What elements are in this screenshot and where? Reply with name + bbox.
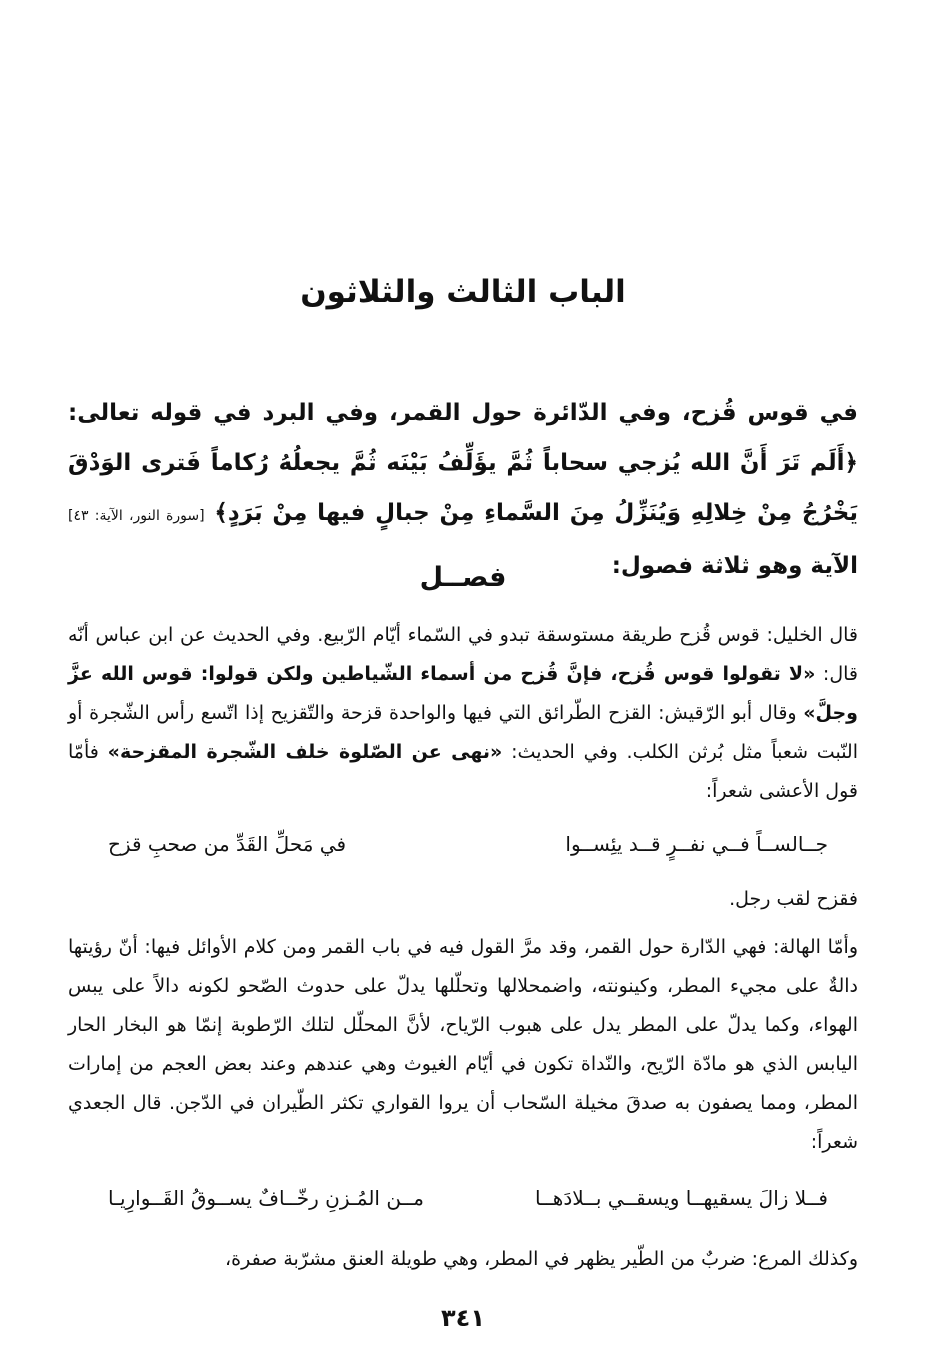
book-page	[68, 0, 858, 1359]
verse-2-second-hemistich: مــن المُـزنِ رخّــافٌ يســوقُ القَــوارِيـا	[108, 1186, 424, 1210]
intro-end-text: الآية وهو ثلاثة فصول:	[611, 553, 858, 579]
paragraph-1-part-1: قال الخليل: قوس قُزح طريقة مستوسقة تبدو في السّماء أيّام الرّبيع. وفي الحديث عن ابن عباس أنّه قال:	[68, 624, 858, 685]
hadith-quote-2: «نهى عن الصّلوة خلف الشّجرة المقزحة»	[107, 741, 503, 763]
page-number: ٣٤١	[441, 1304, 485, 1332]
paragraph-1-part-3: فأمّا قول الأعشى شعراً:	[68, 741, 858, 802]
hadith-quote-1: «لا تقولوا قوس قُزح، فإنَّ قُزح من أسماء الشّياطين ولكن قولوا: قوس الله عزَّ وجلَّ»	[68, 663, 858, 724]
verse-1-first-hemistich: جــالســاً فــي نفــرٍ قــد يئِســوا	[565, 832, 828, 856]
poem-verse-1	[108, 828, 828, 860]
paragraph-2: وأمّا الهالة: فهي الدّارة حول القمر، وقد مرَّ القول فيه في باب القمر ومن كلام الأوائل فيها: أنّ رؤيتها دالةٌ على مجيء المطر، وكينونته، واضمحلالها وتحلّلها يدلّ على حدوث الصّحو لكونه دالاً على يبس الهواء، وكما يدلّ على المطر يدل على هبوب الرّياح، لأنَّ المحلّل لتلك الرّطوبة إنمّا هو البخار الحار اليابس الذي هو مادّة الرّيح، والنّداة تكون في أيّام الغيوث وهي عندهم وعند بعض العجم من إمارات المطر، ومما يصفون به صدقَ مخيلة السّحاب أن يروا القواري تكثر الطّيران في الدّجن. قال الجعدي شعراً:	[68, 936, 858, 1153]
paragraph-1-part-2: وقال أبو الرّقيش: القزح الطّرائق التي فيها والواحدة قزحة والتّقزيح إذا اتّسع رأس الشّجرة أو النّبت شعباً مثل بُرثن الكلب. وفي الحديث:	[68, 702, 858, 763]
paragraph-3: وكذلك المرع: ضربٌ من الطّير يظهر في المطر، وهي طويلة العنق مشرّبة صفرة،	[225, 1248, 858, 1270]
verse-2-first-hemistich: فــلا زالَ يسقيهــا ويسقــي بــلادَهــا	[534, 1186, 828, 1210]
verse-1-second-hemistich: في مَحلِّ القَدِّ من صحبِ قزح	[108, 832, 347, 856]
quran-reference: [سورة النور، الآية: ٤٣]	[68, 508, 205, 524]
poem-verse-2	[108, 1182, 828, 1214]
paragraph-1	[68, 616, 858, 811]
section-title: فصــل	[419, 562, 507, 593]
chapter-title: الباب الثالث والثلاثون	[300, 274, 626, 310]
intro-main-text: في قوس قُزح، وفي الدّائرة حول القمر، وفي البرد في قوله تعالى: ﴿أَلَم تَرَ أَنَّ الله يُزجي سحاباً ثُمَّ يؤَلِّفُ بَيْنَه ثُمَّ يجعلُهُ رُكاماً فَترى الوَدْقَ يَخْرُجُ مِنْ خِلالِهِ وَيُنَزِّلُ مِنَ السَّماءِ مِنْ جبالٍ فيها مِنْ بَرَدٍ﴾	[68, 400, 858, 526]
verse-1-explanation: فقزح لقب رجل.	[729, 888, 858, 910]
